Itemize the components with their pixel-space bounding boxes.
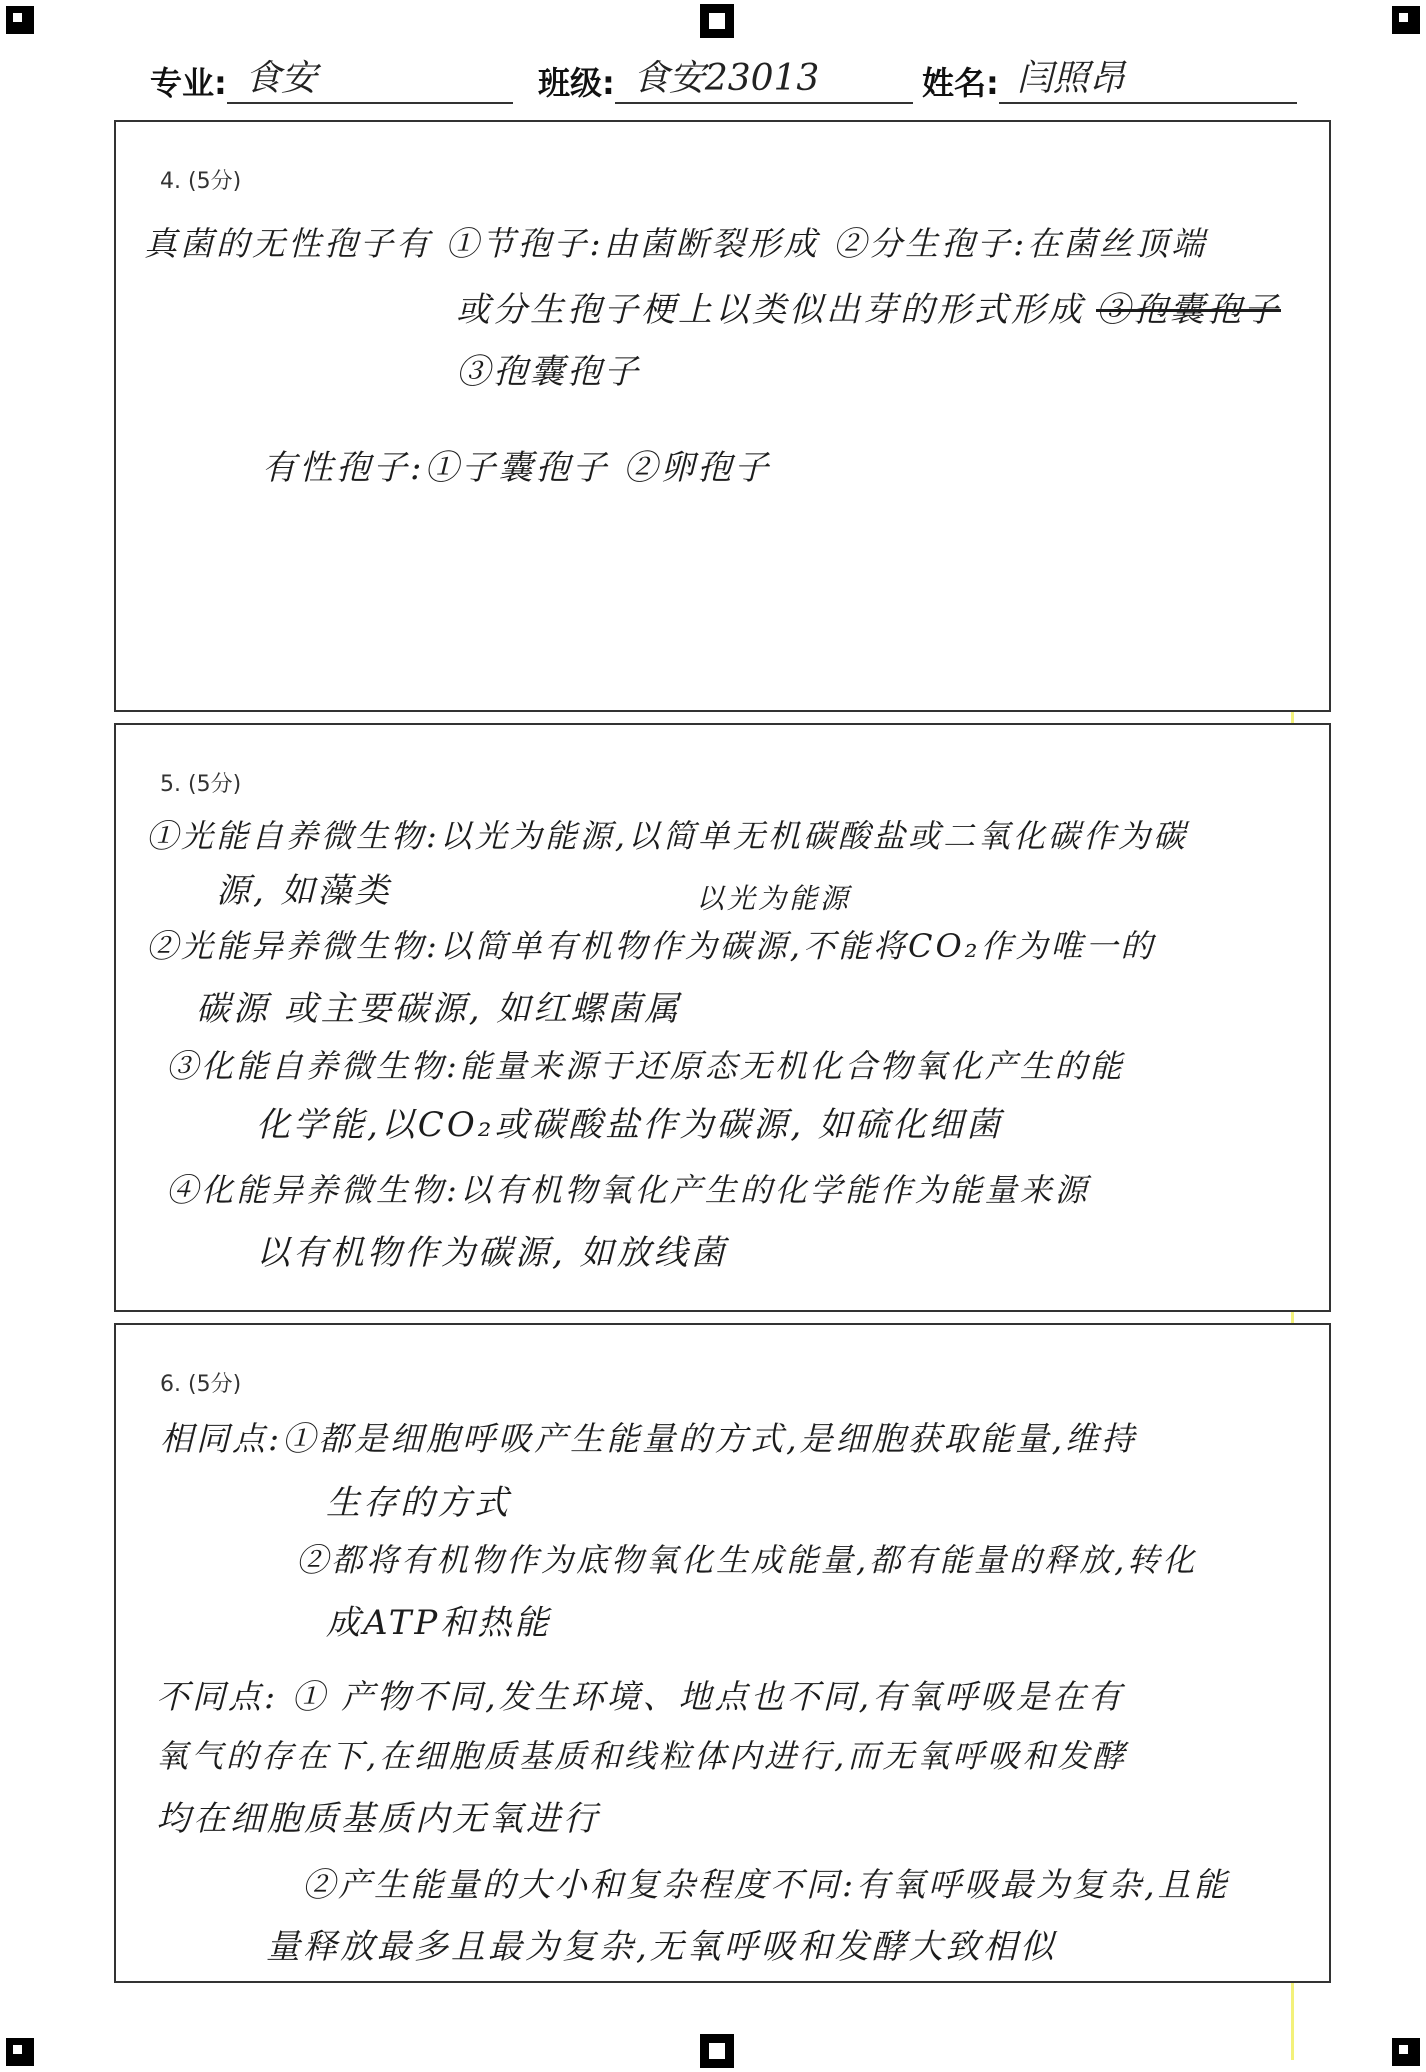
- answer-line: ①光能自养微生物:以光为能源,以简单无机碳酸盐或二氧化碳作为碳: [146, 817, 1188, 855]
- question-4-box: [114, 120, 1331, 712]
- answer-line: 以有机物作为碳源, 如放线菌: [256, 1233, 728, 1273]
- name-value: 闫照昂: [999, 58, 1297, 104]
- struck-out-text: ③孢囊孢子: [1096, 290, 1281, 330]
- major-label: 专业:: [150, 64, 227, 102]
- answer-line: ②光能异养微生物:以简单有机物作为碳源,不能将CO₂作为唯一的: [146, 927, 1156, 965]
- inserted-annotation: 以光为能源: [696, 882, 852, 915]
- registration-marker-top-left: [6, 6, 34, 34]
- answer-line: ③化能自养微生物:能量来源于还原态无机化合物氧化产生的能: [166, 1047, 1125, 1085]
- class-field: [538, 52, 913, 104]
- major-value: 食安: [227, 58, 513, 104]
- answer-line: 源, 如藻类: [216, 871, 392, 911]
- answer-line: 均在细胞质基质内无氧进行: [156, 1799, 600, 1839]
- answer-line: 量释放最多且最为复杂,无氧呼吸和发酵大致相似: [266, 1927, 1057, 1967]
- major-field: [150, 52, 513, 104]
- answer-line: ②都将有机物作为底物氧化生成能量,都有能量的释放,转化: [296, 1541, 1198, 1579]
- registration-marker-bottom-left: [6, 2038, 34, 2066]
- answer-line: 氧气的存在下,在细胞质基质和线粒体内进行,而无氧呼吸和发酵: [156, 1737, 1128, 1775]
- registration-marker-top-center: [700, 4, 734, 38]
- answer-line: 成ATP和热能: [326, 1603, 552, 1643]
- answer-line: 生存的方式: [326, 1483, 511, 1523]
- question-5-box: [114, 723, 1331, 1312]
- student-info-header: [150, 52, 1310, 108]
- answer-line: ④化能异养微生物:以有机物氧化产生的化学能作为能量来源: [166, 1171, 1090, 1209]
- answer-line: ③孢囊孢子: [456, 352, 641, 392]
- answer-line: 有性孢子:①子囊孢子 ②卵孢子: [262, 448, 772, 488]
- answer-line: 或分生孢子梗上以类似出芽的形式形成: [456, 290, 1085, 330]
- answer-line: 相同点:①都是细胞呼吸产生能量的方式,是细胞获取能量,维持: [160, 1419, 1138, 1458]
- question-5-number: 5. (5分): [160, 772, 242, 797]
- question-4-number: 4. (5分): [160, 169, 242, 194]
- class-label: 班级:: [538, 64, 615, 102]
- answer-line: 不同点: ① 产物不同,发生环境、地点也不同,有氧呼吸是在有: [156, 1677, 1125, 1716]
- class-value: 食安23013: [615, 58, 913, 104]
- name-label: 姓名:: [922, 64, 999, 102]
- answer-line: 碳源 或主要碳源, 如红螺菌属: [196, 989, 682, 1029]
- question-6-number: 6. (5分): [160, 1372, 242, 1397]
- registration-marker-bottom-right: [1392, 2038, 1420, 2066]
- registration-marker-bottom-center: [700, 2034, 734, 2068]
- answer-line: ②产生能量的大小和复杂程度不同:有氧呼吸最为复杂,且能: [302, 1865, 1230, 1904]
- question-6-box: [114, 1323, 1331, 1983]
- registration-marker-top-right: [1392, 6, 1420, 34]
- answer-line: 化学能,以CO₂或碳酸盐作为碳源, 如硫化细菌: [256, 1105, 1003, 1145]
- answer-line: 真菌的无性孢子有 ①节孢子:由菌断裂形成 ②分生孢子:在菌丝顶端: [144, 224, 1208, 263]
- name-field: [922, 52, 1297, 104]
